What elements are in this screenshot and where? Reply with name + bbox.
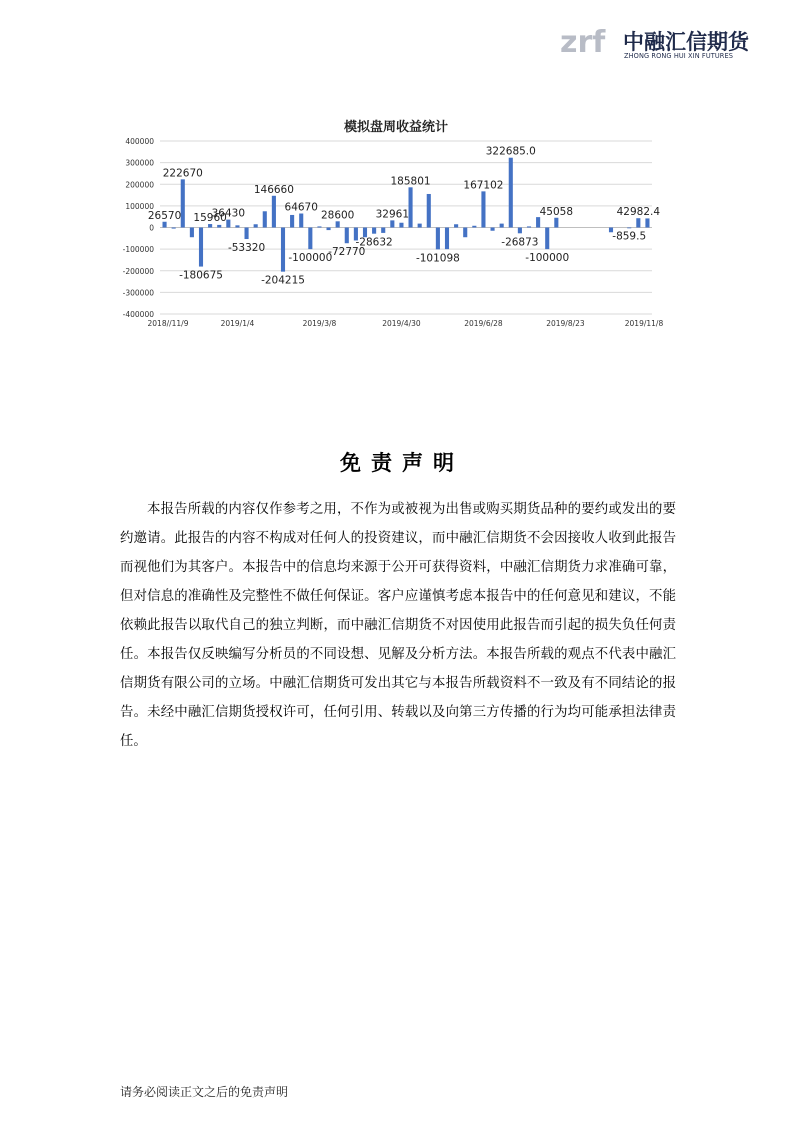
chart-data-label: 222670 [162, 167, 203, 180]
chart-bar [409, 187, 413, 227]
y-tick-label: -100000 [122, 245, 154, 255]
chart-bar [509, 158, 513, 228]
chart-data-label: 167102 [463, 179, 504, 192]
y-tick-label: 300000 [125, 158, 154, 168]
logo-mark-text: zrf [560, 25, 606, 60]
chart-y-axis [123, 137, 155, 319]
chart-bar [263, 211, 267, 227]
chart-bar [390, 220, 394, 227]
disclaimer-body: 本报告所载的内容仅作参考之用，不作为或被视为出售或购买期货品种的要约或发出的要约邀请。此报告的内容不构成对任何人的投资建议，而中融汇信期货不会因接收人收到此报告而视他们为其客户。本报告中的信息均来源于公开可获得资料，中融汇信期货力求准确可靠，但对信息的准确性及完整性不做任何保证。客户应谨慎考虑本报告中的任何意见和建议，不能依赖此报告以取代自己的独立判断，而中融汇信期货不对因使用此报告而引起的损失负任何责任。本报告仅反映编写分析员的不同设想、见解及分析方法。本报告所载的观点不代表中融汇信期货有限公司的立场。中融汇信期货可发出其它与本报告所载资料不一致及有不同结论的报告。未经中融汇信期货授权许可，任何引用、转载以及向第三方传播的行为均可能承担法律责任。 [120, 502, 676, 749]
chart-bar [317, 226, 321, 227]
chart-bar [445, 228, 449, 250]
chart-data-label: 26570 [147, 209, 182, 222]
logo-english-name: ZHONG RONG HUI XIN FUTURES [624, 52, 734, 60]
chart-title: 模拟盘周收益统计 [343, 120, 449, 135]
chart-data-label: 32961 [375, 208, 410, 221]
chart-data-label: 64670 [284, 201, 318, 214]
chart-bar [245, 228, 249, 240]
chart-data-label: -100000 [525, 252, 570, 265]
chart-bar [181, 179, 185, 227]
y-tick-label: 200000 [125, 180, 154, 190]
chart-bar [235, 225, 239, 227]
y-tick-label: -200000 [122, 266, 154, 276]
chart-bar [308, 228, 312, 250]
footer-note: 请务必阅读正文之后的免责声明 [120, 1085, 289, 1099]
chart-data-label: -101098 [415, 252, 460, 265]
chart-bar [627, 228, 631, 229]
chart-data-label: 42982.4 [616, 206, 661, 219]
chart-data-label: 185801 [390, 175, 431, 188]
y-tick-label: -300000 [122, 288, 154, 298]
chart-bar [545, 228, 549, 250]
chart-bar [336, 221, 340, 227]
chart-bar [463, 228, 467, 238]
chart-bar [645, 218, 649, 227]
chart-bar [636, 218, 640, 227]
chart-bar [500, 224, 504, 228]
chart-data-label: 45058 [539, 205, 574, 218]
x-tick-label: 2019/4/30 [382, 319, 421, 328]
chart-bar [208, 224, 212, 227]
x-tick-label: 2019/1/4 [220, 319, 255, 328]
chart-gridlines [160, 141, 652, 314]
chart-bar [472, 226, 476, 228]
chart-data-label: 15960 [193, 212, 227, 225]
chart-bar [299, 214, 303, 228]
chart-data-label: -100000 [288, 252, 333, 265]
chart-bar [536, 217, 540, 227]
x-tick-label: 2019/6/28 [464, 319, 503, 328]
chart-data-label: -53320 [227, 242, 266, 255]
y-tick-label: 100000 [125, 201, 154, 211]
y-tick-label: 0 [149, 223, 154, 233]
company-logo [560, 16, 750, 64]
chart-data-label: 322685.0 [485, 145, 536, 158]
chart-bar [163, 222, 167, 228]
logo-chinese-name: 中融汇信期货 [623, 30, 749, 54]
x-tick-label: 2019/3/8 [302, 319, 337, 328]
chart-bar [199, 228, 203, 267]
chart-data-label: -204215 [261, 274, 305, 287]
chart-bar [527, 226, 531, 227]
chart-data-label: 36430 [211, 207, 246, 220]
chart-x-axis [148, 319, 664, 328]
logo-mark-icon [560, 16, 620, 60]
chart-bar [436, 228, 440, 250]
chart-bar [217, 225, 221, 228]
chart-bar [272, 196, 276, 228]
chart-bar [290, 215, 294, 228]
chart-bar [190, 228, 194, 238]
chart-data-label: -26873 [501, 236, 539, 249]
chart-bar [172, 228, 176, 229]
chart-bar [226, 220, 230, 228]
x-tick-label: 2018//11/9 [147, 319, 189, 328]
chart-bar [554, 218, 558, 228]
chart-bar [481, 191, 485, 227]
disclaimer-title: 免责声明 [340, 451, 464, 475]
chart-data-label: 28600 [320, 209, 355, 222]
chart-bar [399, 223, 403, 228]
chart-bar [372, 228, 376, 234]
chart-data-label: -859.5 [612, 230, 647, 243]
chart-svg [110, 110, 665, 342]
chart-bar [427, 194, 431, 228]
chart-bar [327, 228, 331, 231]
chart-data-label: -28632 [355, 236, 393, 249]
y-tick-label: -400000 [122, 310, 154, 319]
chart-bar [254, 224, 258, 227]
chart-bar [418, 224, 422, 228]
chart-data-label: -180675 [179, 269, 223, 282]
chart-data-labels [148, 146, 661, 287]
x-tick-label: 2019/11/8 [624, 319, 664, 328]
chart-bar [381, 228, 385, 233]
chart-bar [518, 228, 522, 234]
chart-bar [454, 224, 458, 227]
x-tick-label: 2019/8/23 [546, 319, 585, 328]
chart-bar [491, 228, 495, 231]
weekly-return-chart [110, 110, 665, 342]
chart-bar [345, 228, 349, 244]
chart-data-label: 146660 [253, 183, 294, 196]
y-tick-label: 400000 [125, 137, 154, 146]
chart-data-label: -72770 [328, 246, 366, 259]
chart-bar [281, 228, 285, 272]
